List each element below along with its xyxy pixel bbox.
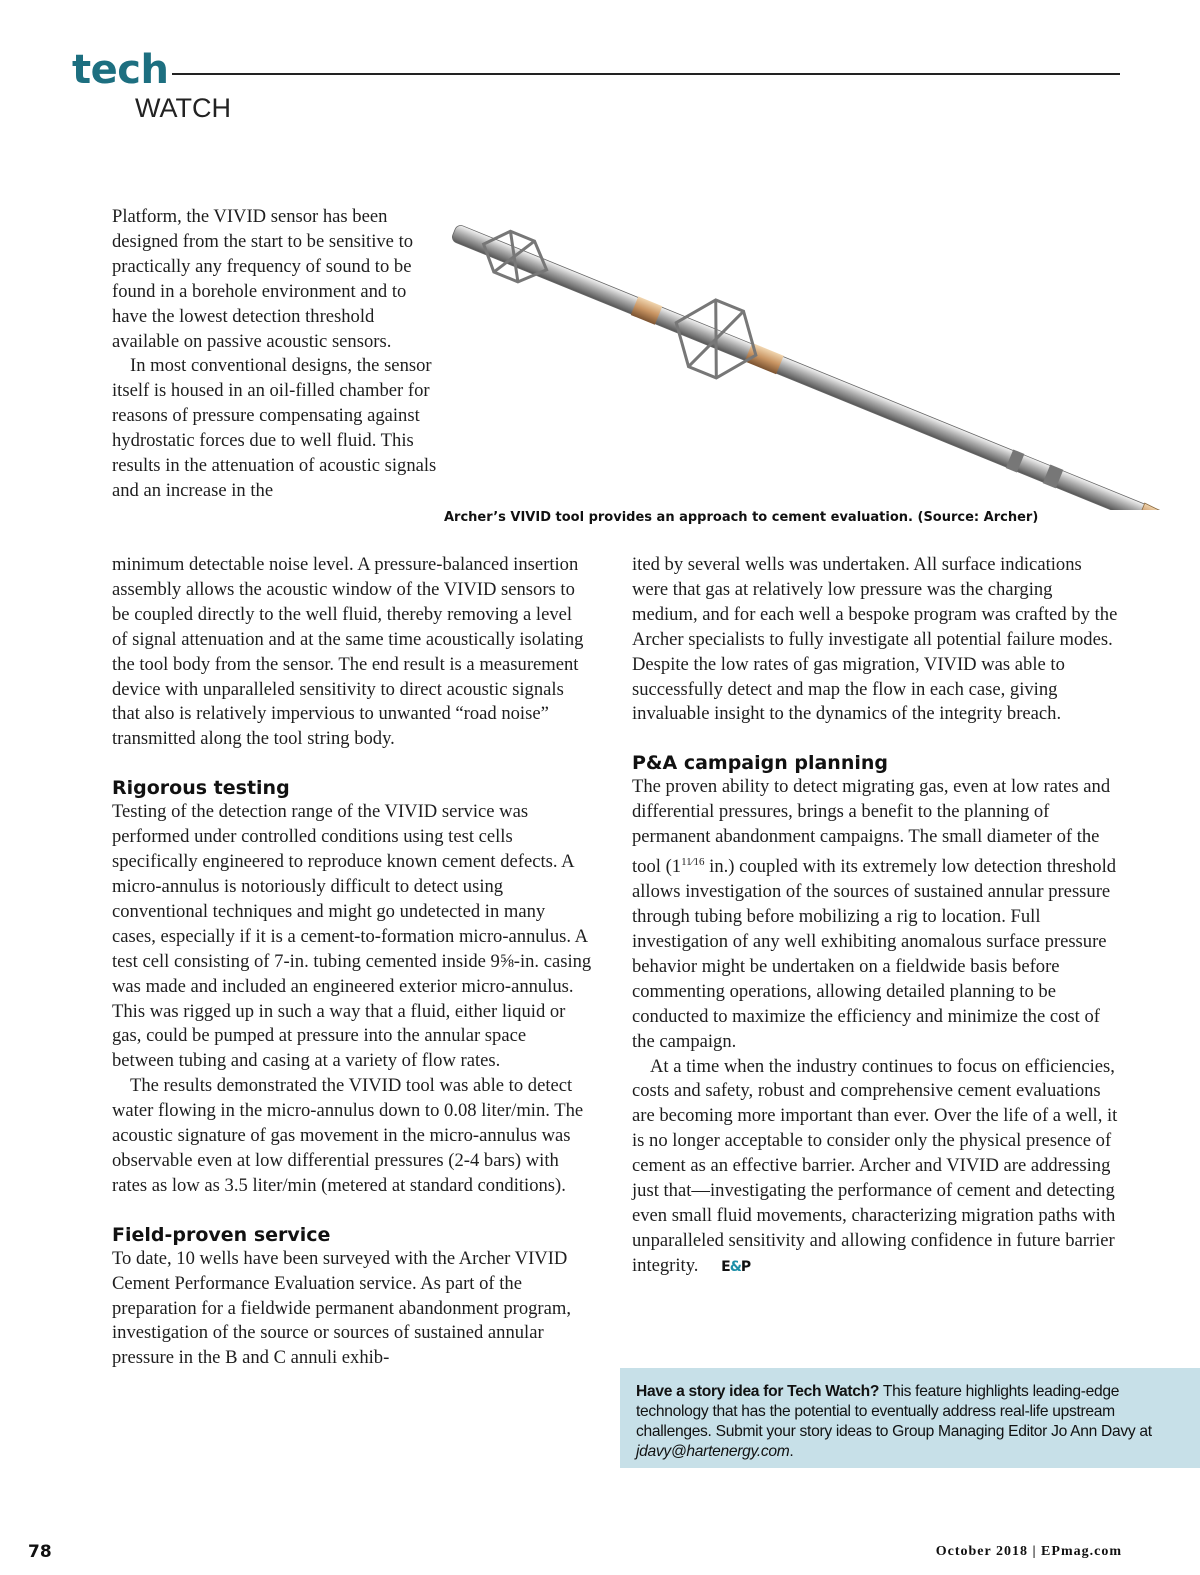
rigorous-text-a: Testing of the detection range of the VIVID service was performed under controlled conditions using test cells specifically engineered to reproduce known cement defects. A micro-annulus is notoriously difficult to detect using conventional techniques and might go undetected in many cases, especially if it is a cement-to-formation micro-annulus. A test cell consisting of 7-in. tubing cemented inside 9 — [112, 801, 588, 972]
issue-footer: October 2018 | EPmag.com — [935, 1544, 1122, 1559]
pa-paragraph-2 — [632, 1055, 1120, 1280]
article-left-column — [112, 553, 592, 1371]
article-intro-column — [112, 205, 442, 504]
section-title-tech: tech — [72, 47, 169, 93]
field-paragraph-1: To date, 10 wells have been surveyed with the Archer VIVID Cement Performance Evaluation service. As part of the preparation for a fieldwide permanent abandonment program, investigation of the source or sources of sustained annular pressure in the B and C annuli exhib- — [112, 1247, 571, 1369]
heading-pa-campaign: P&A campaign planning — [632, 752, 888, 775]
page-number: 78 — [28, 1542, 52, 1562]
heading-field-proven: Field-proven service — [112, 1223, 331, 1246]
pa-text-b: in.) coupled with its extremely low detection threshold allows investigation of the sources of sustained annular pressure through tubing before mobilizing a rig to location. Full investigation of any well exhibiting anomalous surface pressure behavior might be undertaken on a fieldwide basis before commenting operations, allowing detailed planning to be conducted to maximize the efficiency and minimize the cost of the campaign. — [632, 856, 1117, 1052]
rigorous-paragraph-1 — [112, 800, 592, 1074]
rigorous-fraction: ⅝ — [499, 950, 514, 972]
section-title-watch: WATCH — [135, 93, 231, 123]
pa-fraction: 11⁄16 — [681, 856, 705, 869]
rigorous-text-b: -in. casing was made and included an engineered exterior micro-annulus. This was rigged up in such a way that a fluid, either liquid or gas, could be pumped at pressure into the annular space between tubing and casing at a variety of flow rates. — [112, 950, 592, 1072]
figure-caption: Archer’s VIVID tool provides an approach to cement evaluation. (Source: Archer) — [444, 510, 1039, 525]
article-right-column — [632, 553, 1120, 1280]
heading-rigorous-testing: Rigorous testing — [112, 777, 290, 800]
story-idea-text: Have a story idea for Tech Watch? This feature highlights leading-edge technology that has the potential to eventually address real-life upstream challenges. Submit your story ideas to Group Managing Editor Jo Ann Davy at jdavy@hartenergy.com. — [636, 1383, 1152, 1460]
field-paragraph-1-continued: ited by several wells was undertaken. All surface indications were that gas at relatively low pressure was the charging medium, and for each well a bespoke program was crafted by the Archer specialists to fully investigate all potential failure modes. Despite the low rates of gas migration, VIVID was able to successfully detect and map the flow in each case, giving invaluable insight to the dynamics of the integrity breach. — [632, 554, 1118, 725]
editor-email-link[interactable]: jdavy@hartenergy.com — [636, 1443, 790, 1460]
ep-end-mark: E&P — [721, 1258, 751, 1275]
pa-paragraph-1 — [632, 775, 1120, 1054]
intro-paragraph-2-continued: minimum detectable noise level. A pressure-balanced insertion assembly allows the acoustic window of the VIVID sensors to be coupled directly to the well fluid, thereby removing a level of signal attenuation and at the same time acoustically isolating the tool body from the sensor. The end result is a measurement device with unparalleled sensitivity to direct acoustic signals that also is relatively impervious to unwanted “road noise” transmitted along the tool string body. — [112, 554, 584, 750]
header-rule — [172, 73, 1120, 75]
story-idea-body: This feature highlights leading-edge technology that has the potential to eventually address real-life upstream challenges. Submit your story ideas to Group Managing Editor Jo Ann Davy at — [636, 1383, 1152, 1440]
pa-text-a: The proven ability to detect migrating gas, even at low rates and differential pressures, brings a benefit to the planning of permanent abandonment campaigns. The small diameter of the tool (1 — [632, 776, 1111, 878]
intro-paragraph-2: In most conventional designs, the sensor itself is housed in an oil-filled chamber for reasons of pressure compensating against hydrostatic forces due to well fluid. This results in the attenuation of acoustic signals and an increase in the — [112, 355, 437, 501]
vivid-tool-image — [436, 210, 1172, 510]
pa-paragraph-2-text: At a time when the industry continues to focus on efficiencies, costs and safety, robust and comprehensive cement evaluations are becoming more important than ever. Over the life of a well, it is no longer acceptable to consider only the physical presence of cement as an effective barrier. Archer and VIVID are addressing just that—investigating the performance of cement and detecting even small fluid movements, characterizing migration paths with unparalleled sensitivity and allowing confidence in future barrier integrity. — [632, 1055, 1118, 1276]
intro-paragraph-1: Platform, the VIVID sensor has been designed from the start to be sensitive to practically any frequency of sound to be found in a borehole environment and to have the lowest detection threshold available on passive acoustic sensors. — [112, 206, 414, 352]
story-idea-lead: Have a story idea for Tech Watch? — [636, 1383, 880, 1400]
rigorous-paragraph-2: The results demonstrated the VIVID tool was able to detect water flowing in the micro-annulus down to 0.08 liter/min. The acoustic signature of gas movement in the micro-annulus was observable even at low differential pressures (2-4 bars) with rates as low as 3.5 liter/min (metered at standard conditions). — [112, 1075, 584, 1196]
